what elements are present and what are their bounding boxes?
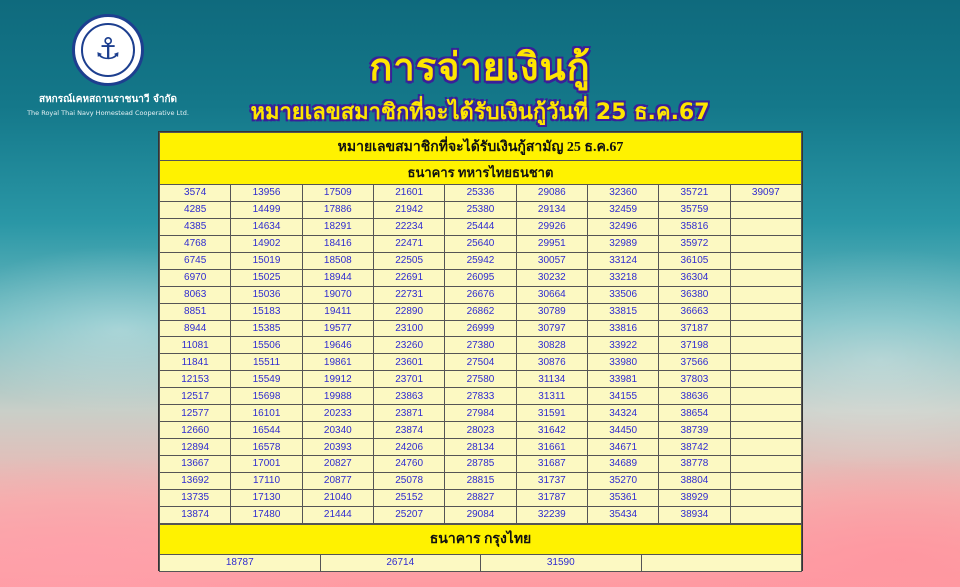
table-cell: 25640 xyxy=(445,235,516,252)
table-cell: 33218 xyxy=(587,269,658,286)
table-cell xyxy=(730,405,801,422)
table-row xyxy=(160,337,802,354)
table-cell: 11081 xyxy=(160,337,231,354)
table-cell: 25380 xyxy=(445,201,516,218)
bank-header-ktb: ธนาคาร กรุงไทย xyxy=(160,524,802,554)
table-cell: 17110 xyxy=(231,472,302,489)
table-cell: 17130 xyxy=(231,489,302,506)
table-cell: 16544 xyxy=(231,422,302,439)
navy-anchor-seal-icon: ⚓ xyxy=(81,23,135,77)
table-cell: 36380 xyxy=(659,286,730,303)
table-cell: 29134 xyxy=(516,201,587,218)
table-cell: 13735 xyxy=(160,489,231,506)
table-cell: 33124 xyxy=(587,252,658,269)
table-cell: 25942 xyxy=(445,252,516,269)
table-cell: 27380 xyxy=(445,337,516,354)
table-cell: 19988 xyxy=(302,388,373,405)
table-row xyxy=(160,252,802,269)
table-cell xyxy=(730,235,801,252)
table-cell: 23100 xyxy=(373,320,444,337)
table-cell: 39097 xyxy=(730,185,801,202)
table-cell: 34450 xyxy=(587,422,658,439)
table-row xyxy=(160,286,802,303)
table-cell: 30876 xyxy=(516,354,587,371)
table-cell: 33981 xyxy=(587,371,658,388)
table-cell: 30232 xyxy=(516,269,587,286)
table-cell: 13874 xyxy=(160,506,231,523)
table-cell: 26999 xyxy=(445,320,516,337)
table-cell: 37187 xyxy=(659,320,730,337)
table-cell xyxy=(730,439,801,456)
table-cell: 33815 xyxy=(587,303,658,320)
table-cell xyxy=(730,422,801,439)
table-cell: 6745 xyxy=(160,252,231,269)
table-cell: 12660 xyxy=(160,422,231,439)
table-row xyxy=(160,269,802,286)
table-cell: 27984 xyxy=(445,405,516,422)
table-cell: 29086 xyxy=(516,185,587,202)
table-row xyxy=(160,388,802,405)
table-cell: 13956 xyxy=(231,185,302,202)
table-cell: 28827 xyxy=(445,489,516,506)
table-cell: 15385 xyxy=(231,320,302,337)
table-cell: 38742 xyxy=(659,439,730,456)
table-header: หมายเลขสมาชิกที่จะได้รับเงินกู้สามัญ 25 ธ.ค.67 xyxy=(160,133,802,161)
table-cell: 18416 xyxy=(302,235,373,252)
table-cell: 13667 xyxy=(160,456,231,473)
table-cell: 28134 xyxy=(445,439,516,456)
table-cell: 35816 xyxy=(659,218,730,235)
table-cell: 16101 xyxy=(231,405,302,422)
table-cell: 31787 xyxy=(516,489,587,506)
table-cell: 23874 xyxy=(373,422,444,439)
table-cell: 18508 xyxy=(302,252,373,269)
table-cell: 34689 xyxy=(587,456,658,473)
table-cell xyxy=(730,201,801,218)
table-cell: 17886 xyxy=(302,201,373,218)
table-cell: 23260 xyxy=(373,337,444,354)
table-cell: 30797 xyxy=(516,320,587,337)
table-cell: 19646 xyxy=(302,337,373,354)
table-cell: 30057 xyxy=(516,252,587,269)
table-cell-empty xyxy=(641,554,802,571)
table-cell: 33980 xyxy=(587,354,658,371)
table-cell: 4768 xyxy=(160,235,231,252)
table-row xyxy=(160,489,802,506)
table-cell: 8944 xyxy=(160,320,231,337)
table-cell: 35361 xyxy=(587,489,658,506)
table-row xyxy=(160,235,802,252)
table-cell: 29084 xyxy=(445,506,516,523)
table-row xyxy=(160,439,802,456)
table-cell: 23601 xyxy=(373,354,444,371)
table-cell: 32989 xyxy=(587,235,658,252)
table-cell: 15511 xyxy=(231,354,302,371)
table-cell: 27580 xyxy=(445,371,516,388)
table-cell: 14499 xyxy=(231,201,302,218)
table-cell: 19861 xyxy=(302,354,373,371)
table-cell xyxy=(730,506,801,523)
table-cell: 8063 xyxy=(160,286,231,303)
table-row xyxy=(160,371,802,388)
table-cell: 36304 xyxy=(659,269,730,286)
table-cell: 17001 xyxy=(231,456,302,473)
table-row xyxy=(160,218,802,235)
org-name-thai: สหกรณ์เคหสถานราชนาวี จำกัด xyxy=(38,94,178,105)
table-cell xyxy=(730,337,801,354)
table-cell: 22890 xyxy=(373,303,444,320)
table-cell: 22471 xyxy=(373,235,444,252)
table-cell: 33922 xyxy=(587,337,658,354)
table-cell xyxy=(730,472,801,489)
table-cell: 34155 xyxy=(587,388,658,405)
table-row xyxy=(160,472,802,489)
table-cell: 18291 xyxy=(302,218,373,235)
table-cell: 38804 xyxy=(659,472,730,489)
table-cell: 38934 xyxy=(659,506,730,523)
table-cell xyxy=(730,218,801,235)
table-row xyxy=(160,456,802,473)
table-cell: 38654 xyxy=(659,405,730,422)
table-cell: 22234 xyxy=(373,218,444,235)
table-cell: 32239 xyxy=(516,506,587,523)
table-cell: 20393 xyxy=(302,439,373,456)
table-cell: 29951 xyxy=(516,235,587,252)
table-cell: 6970 xyxy=(160,269,231,286)
table-cell: 21601 xyxy=(373,185,444,202)
table-cell: 26714 xyxy=(320,554,481,571)
table-cell: 13692 xyxy=(160,472,231,489)
table-cell: 20340 xyxy=(302,422,373,439)
table-cell: 29926 xyxy=(516,218,587,235)
table-cell: 31591 xyxy=(516,405,587,422)
table-cell: 38739 xyxy=(659,422,730,439)
table-cell: 21444 xyxy=(302,506,373,523)
table-cell: 35721 xyxy=(659,185,730,202)
table-cell: 23701 xyxy=(373,371,444,388)
table-cell: 28785 xyxy=(445,456,516,473)
table-cell: 19411 xyxy=(302,303,373,320)
table-cell: 15183 xyxy=(231,303,302,320)
table-cell: 15506 xyxy=(231,337,302,354)
table-cell: 38929 xyxy=(659,489,730,506)
table-cell: 35759 xyxy=(659,201,730,218)
table-cell: 37198 xyxy=(659,337,730,354)
table-cell: 20827 xyxy=(302,456,373,473)
table-cell: 28815 xyxy=(445,472,516,489)
table-cell: 22731 xyxy=(373,286,444,303)
table-cell: 26862 xyxy=(445,303,516,320)
bank-header-tmb: ธนาคาร ทหารไทยธนชาต xyxy=(160,161,802,185)
table-cell xyxy=(730,252,801,269)
table-cell: 17480 xyxy=(231,506,302,523)
table-cell: 24760 xyxy=(373,456,444,473)
table-row xyxy=(160,185,802,202)
table-cell: 25152 xyxy=(373,489,444,506)
table-cell: 15019 xyxy=(231,252,302,269)
table-cell: 15025 xyxy=(231,269,302,286)
table-cell: 15698 xyxy=(231,388,302,405)
table-cell xyxy=(730,269,801,286)
table-cell: 37566 xyxy=(659,354,730,371)
table-row xyxy=(160,354,802,371)
table-cell xyxy=(730,388,801,405)
table-cell xyxy=(730,303,801,320)
table-cell: 14902 xyxy=(231,235,302,252)
table-cell: 18787 xyxy=(160,554,321,571)
table-cell: 31737 xyxy=(516,472,587,489)
table-cell: 33506 xyxy=(587,286,658,303)
table-cell: 36663 xyxy=(659,303,730,320)
table-cell: 26095 xyxy=(445,269,516,286)
table-cell: 32360 xyxy=(587,185,658,202)
table-cell: 34671 xyxy=(587,439,658,456)
table-cell: 20233 xyxy=(302,405,373,422)
table-cell: 15549 xyxy=(231,371,302,388)
table-cell: 19070 xyxy=(302,286,373,303)
ktb-member-table xyxy=(159,524,802,572)
table-cell: 35972 xyxy=(659,235,730,252)
table-cell: 21040 xyxy=(302,489,373,506)
table-cell: 16578 xyxy=(231,439,302,456)
table-cell: 38778 xyxy=(659,456,730,473)
table-cell: 32496 xyxy=(587,218,658,235)
table-cell: 24206 xyxy=(373,439,444,456)
table-cell xyxy=(730,371,801,388)
table-cell: 36105 xyxy=(659,252,730,269)
tmb-member-table xyxy=(159,132,802,524)
table-cell: 4385 xyxy=(160,218,231,235)
table-cell: 30789 xyxy=(516,303,587,320)
member-number-sheet xyxy=(158,131,803,571)
table-cell: 30828 xyxy=(516,337,587,354)
table-cell: 31661 xyxy=(516,439,587,456)
table-cell: 25336 xyxy=(445,185,516,202)
table-cell: 11841 xyxy=(160,354,231,371)
table-row xyxy=(160,320,802,337)
table-cell: 20877 xyxy=(302,472,373,489)
table-cell: 19577 xyxy=(302,320,373,337)
table-cell: 19912 xyxy=(302,371,373,388)
table-cell: 25078 xyxy=(373,472,444,489)
table-cell: 26676 xyxy=(445,286,516,303)
table-cell: 22505 xyxy=(373,252,444,269)
table-cell: 8851 xyxy=(160,303,231,320)
table-row xyxy=(160,506,802,523)
table-cell: 37803 xyxy=(659,371,730,388)
table-cell: 35434 xyxy=(587,506,658,523)
table-row xyxy=(160,422,802,439)
table-cell: 30664 xyxy=(516,286,587,303)
table-cell: 12517 xyxy=(160,388,231,405)
table-cell: 31134 xyxy=(516,371,587,388)
table-cell: 12577 xyxy=(160,405,231,422)
table-cell: 12894 xyxy=(160,439,231,456)
table-cell: 15036 xyxy=(231,286,302,303)
table-cell: 17509 xyxy=(302,185,373,202)
table-cell xyxy=(730,320,801,337)
table-cell: 31590 xyxy=(481,554,642,571)
table-cell: 31311 xyxy=(516,388,587,405)
table-cell: 22691 xyxy=(373,269,444,286)
page-title: การจ่ายเงินกู้ xyxy=(369,45,591,89)
table-cell: 3574 xyxy=(160,185,231,202)
table-row xyxy=(160,201,802,218)
table-cell: 27504 xyxy=(445,354,516,371)
table-cell xyxy=(730,456,801,473)
table-cell: 33816 xyxy=(587,320,658,337)
table-cell: 18944 xyxy=(302,269,373,286)
table-cell: 31642 xyxy=(516,422,587,439)
table-cell: 34324 xyxy=(587,405,658,422)
table-cell xyxy=(730,354,801,371)
table-cell: 23863 xyxy=(373,388,444,405)
table-cell: 4285 xyxy=(160,201,231,218)
page-subtitle: หมายเลขสมาชิกที่จะได้รับเงินกู้วันที่ 25 ธ.ค.67 xyxy=(250,100,710,125)
table-row xyxy=(160,405,802,422)
table-cell: 25207 xyxy=(373,506,444,523)
table-cell xyxy=(730,286,801,303)
table-cell: 14634 xyxy=(231,218,302,235)
table-cell: 31687 xyxy=(516,456,587,473)
table-cell: 25444 xyxy=(445,218,516,235)
table-cell: 32459 xyxy=(587,201,658,218)
org-name-english: The Royal Thai Navy Homestead Cooperative Ltd. xyxy=(27,109,189,117)
table-cell xyxy=(730,489,801,506)
table-cell: 27833 xyxy=(445,388,516,405)
table-cell: 21942 xyxy=(373,201,444,218)
table-cell: 28023 xyxy=(445,422,516,439)
table-cell: 23871 xyxy=(373,405,444,422)
table-cell: 38636 xyxy=(659,388,730,405)
table-row xyxy=(160,303,802,320)
table-cell: 12153 xyxy=(160,371,231,388)
table-cell: 35270 xyxy=(587,472,658,489)
